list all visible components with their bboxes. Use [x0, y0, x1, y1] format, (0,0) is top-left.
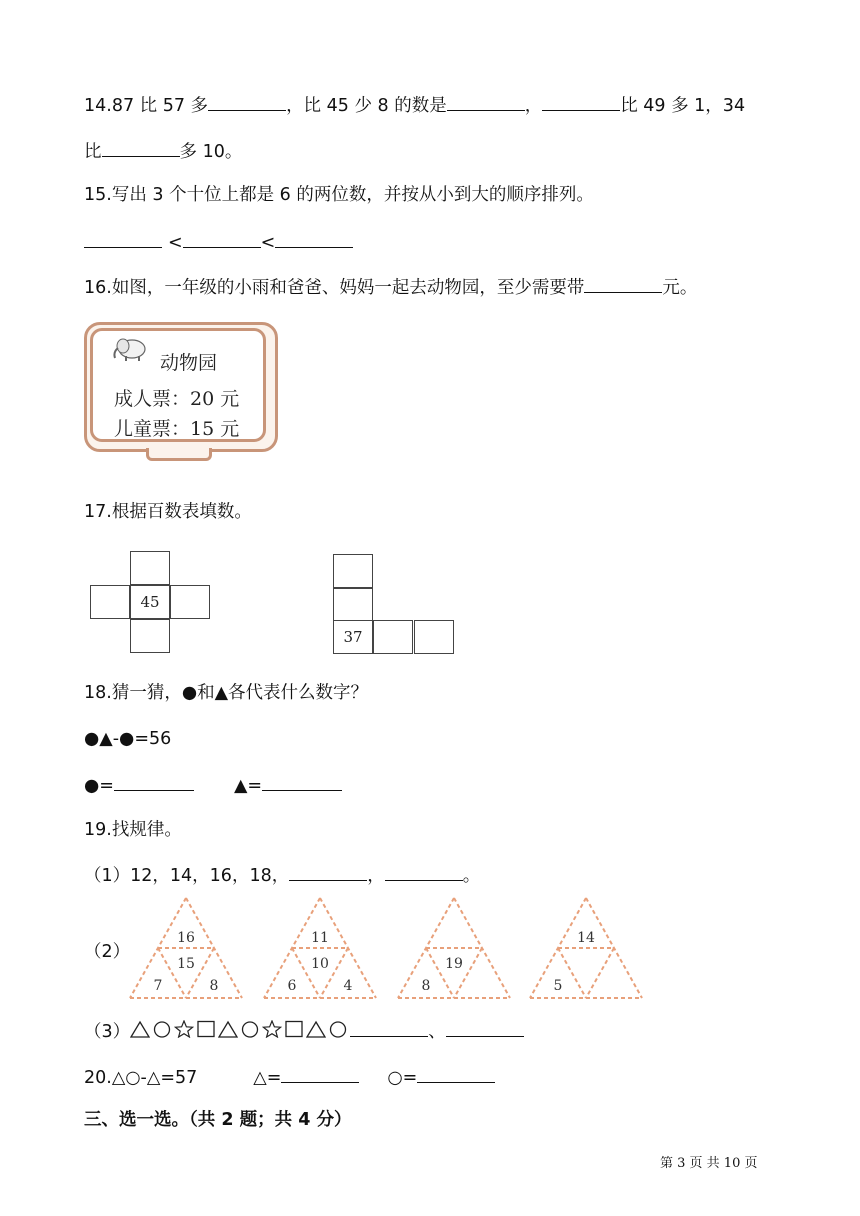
q20-circle-label: ○=: [387, 1068, 418, 1088]
elephant-icon: [112, 334, 150, 362]
number-triangle: [130, 898, 242, 998]
q18-triangle-blank[interactable]: [262, 772, 342, 791]
q18-equation: ●▲-●=56: [84, 729, 172, 749]
q15-less-than-1: <: [168, 233, 183, 253]
triangle-left-number: 7: [153, 978, 163, 994]
q20-equation: 20.△○-△=57: [84, 1068, 198, 1088]
triangle-left-number: 5: [553, 978, 563, 994]
q16-text-b: 元。: [662, 278, 698, 298]
triangle-mid-number: 19: [445, 956, 463, 972]
triangle-left-number: 8: [421, 978, 431, 994]
triangle-left-number: 6: [287, 978, 297, 994]
q19-part2-label: （2）: [84, 942, 131, 962]
square-icon: [196, 1020, 216, 1045]
q18-answer-line: [84, 772, 342, 798]
section-3-heading: 三、选一选。（共 2 题；共 4 分）: [84, 1110, 352, 1130]
grid-cell[interactable]: [333, 588, 373, 622]
q14-blank-4[interactable]: [102, 138, 180, 157]
q14-text-f: 多 10。: [179, 142, 243, 162]
triangle-puzzles: [128, 896, 643, 1002]
grid-cell-given: 37: [333, 620, 373, 654]
circle-icon: [152, 1020, 172, 1045]
triangle-icon: [218, 1020, 238, 1045]
number-triangle: [264, 898, 376, 998]
sign-title: 动物园: [160, 352, 218, 374]
page-footer: 第 3 页 共 10 页: [660, 1156, 758, 1171]
grid-cell[interactable]: [170, 585, 210, 619]
q14-blank-3[interactable]: [542, 92, 620, 111]
triangle-icon: [130, 1020, 150, 1045]
circle-icon: [328, 1020, 348, 1045]
child-ticket-price: 儿童票：15 元: [114, 418, 240, 440]
q15-blank-2[interactable]: [183, 229, 261, 248]
shape-sequence: [130, 1022, 350, 1042]
q15-answer-line: [84, 229, 353, 255]
q15-blank-3[interactable]: [275, 229, 353, 248]
q19-part1-label: （1）: [84, 866, 131, 886]
q19-part3-blank-1[interactable]: [350, 1018, 428, 1037]
q14-text-d: 比 49 多 1，34: [620, 96, 746, 116]
q17-prompt: 17.根据百数表填数。: [84, 502, 252, 522]
q20-triangle-blank[interactable]: [281, 1064, 359, 1083]
q19-part1-blank-1[interactable]: [289, 862, 367, 881]
q15-blank-1[interactable]: [84, 229, 162, 248]
q19-part1-sep: ，: [367, 866, 385, 886]
square-icon: [284, 1020, 304, 1045]
q16-prompt: [84, 274, 697, 300]
triangle-mid-number: 15: [177, 956, 195, 972]
q19-part1: [84, 862, 480, 888]
zoo-sign: [84, 322, 276, 450]
grid-cell-given: 45: [130, 585, 170, 619]
q14-line1: [84, 92, 745, 118]
sign-stand: [146, 448, 212, 461]
triangle-right-number: 4: [343, 978, 353, 994]
q18-dot-label: ●=: [84, 776, 114, 796]
q14-blank-1[interactable]: [208, 92, 286, 111]
circle-icon: [240, 1020, 260, 1045]
q14-blank-2[interactable]: [447, 92, 525, 111]
grid-cell[interactable]: [414, 620, 454, 654]
q16-blank[interactable]: [584, 274, 662, 293]
adult-ticket-price: 成人票：20 元: [114, 388, 240, 410]
grid-cell[interactable]: [333, 554, 373, 588]
q18-prompt: 18.猜一猜，●和▲各代表什么数字？: [84, 683, 369, 703]
q19-part1-blank-2[interactable]: [385, 862, 463, 881]
triangle-top-number: 14: [577, 930, 595, 946]
number-triangle: [398, 898, 510, 998]
triangle-icon: [306, 1020, 326, 1045]
grid-cell[interactable]: [130, 619, 170, 653]
star-icon: [262, 1020, 282, 1045]
q19-part3-label: （3）: [84, 1022, 131, 1042]
triangle-edge: [586, 948, 614, 998]
q14-text-e: 比: [84, 142, 102, 162]
q16-text-a: 16.如图，一年级的小雨和爸爸、妈妈一起去动物园，至少需要带: [84, 278, 585, 298]
q19-part3-sep: 、: [428, 1022, 446, 1042]
grid-cell[interactable]: [373, 620, 413, 654]
q14-text-b: ，比 45 少 8 的数是: [286, 96, 447, 116]
q19-part3: [84, 1018, 524, 1045]
triangle-top-number: 16: [177, 930, 195, 946]
number-triangle: [530, 898, 642, 998]
q20-triangle-label: △=: [253, 1068, 282, 1088]
q15-less-than-2: <: [260, 233, 276, 253]
q14-text-a: 14.87 比 57 多: [84, 96, 209, 116]
triangle-top-number: 11: [311, 930, 329, 946]
q18-triangle-label: ▲=: [233, 776, 263, 796]
q19-part3-blank-2[interactable]: [446, 1018, 524, 1037]
grid-cell[interactable]: [130, 551, 170, 585]
triangle-right-number: 8: [209, 978, 219, 994]
triangle-mid-number: 10: [311, 956, 329, 972]
q19-part1-end: 。: [462, 866, 481, 886]
grid-cell[interactable]: [90, 585, 130, 619]
q14-text-c: ，: [524, 96, 543, 116]
q20-line: [84, 1064, 495, 1090]
q15-prompt: 15.写出 3 个十位上都是 6 的两位数，并按从小到大的顺序排列。: [84, 185, 594, 205]
q19-part1-sequence: 12，14，16，18，: [130, 866, 290, 886]
star-icon: [174, 1020, 194, 1045]
q19-prompt: 19.找规律。: [84, 820, 182, 840]
q14-line2: [84, 138, 242, 164]
q18-dot-blank[interactable]: [114, 772, 194, 791]
q20-circle-blank[interactable]: [417, 1064, 495, 1083]
